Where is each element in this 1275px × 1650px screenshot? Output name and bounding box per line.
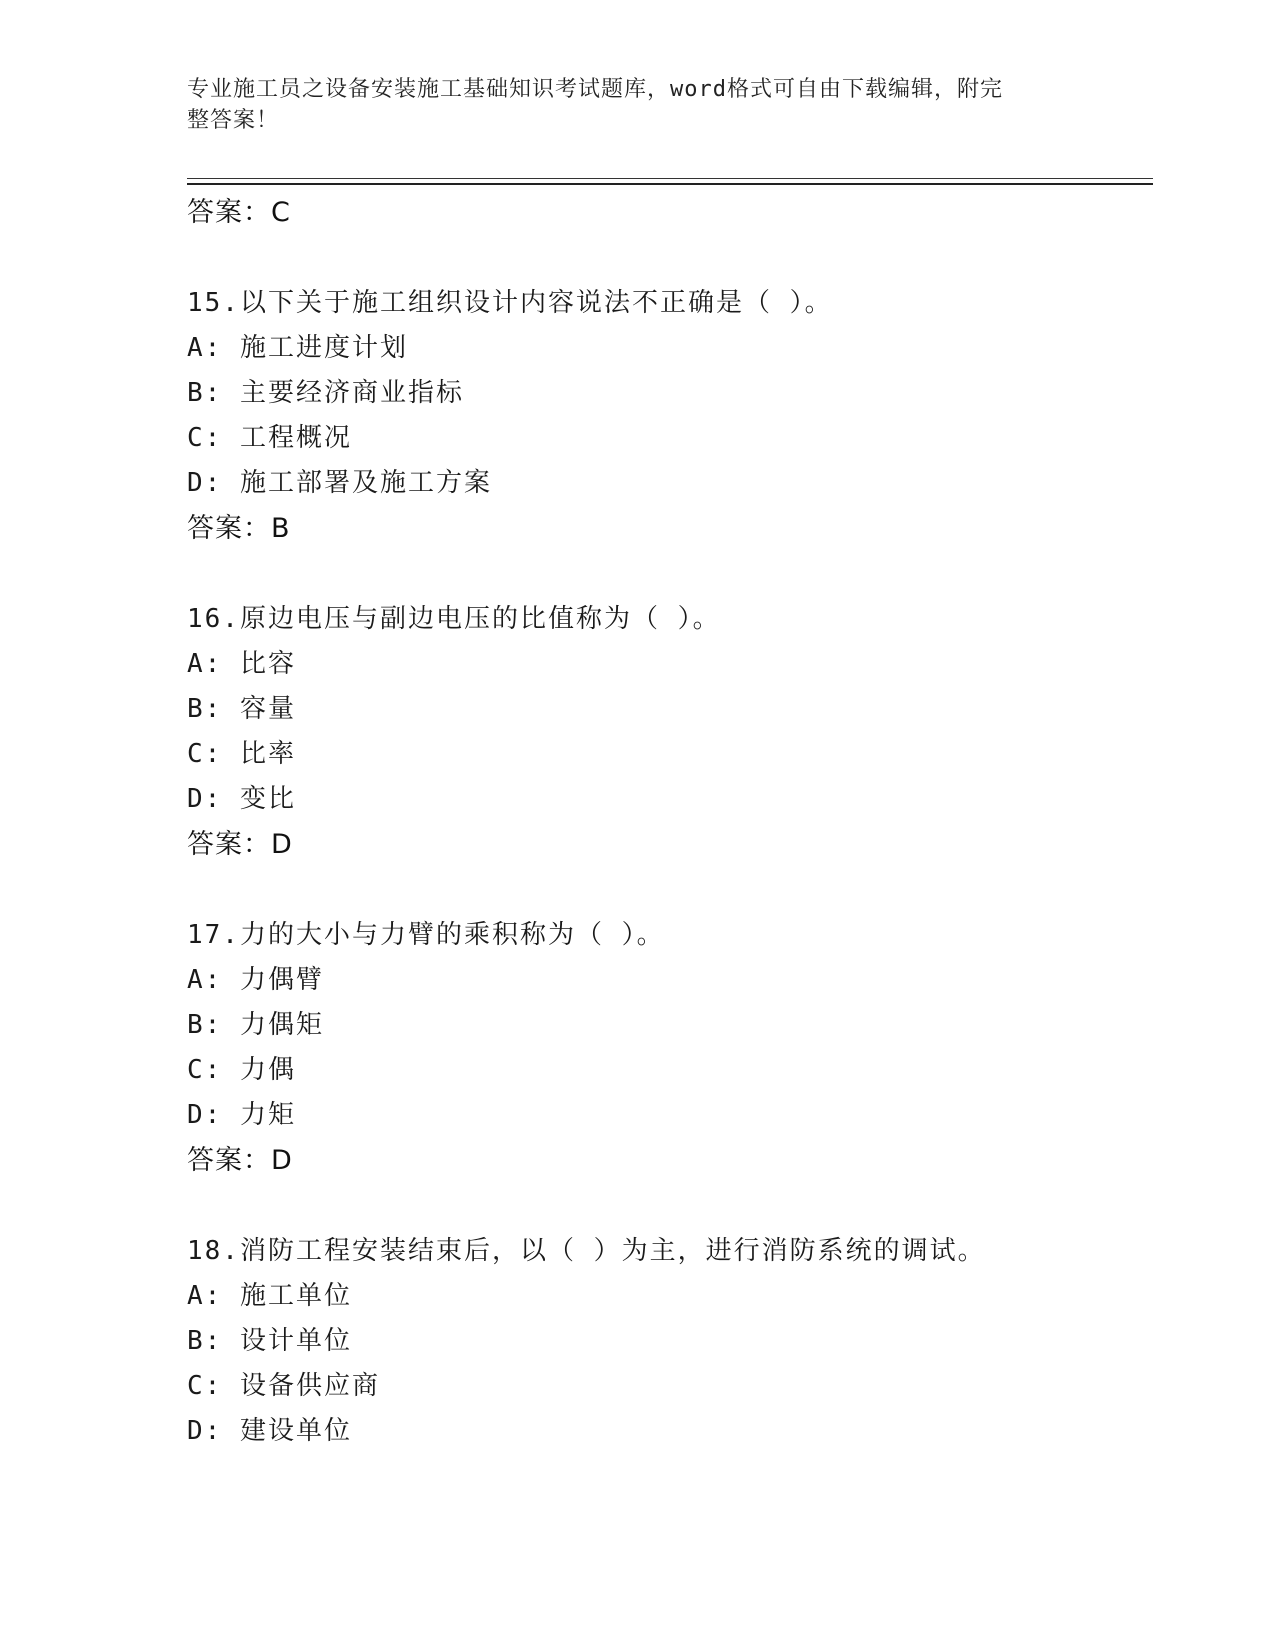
option-18-a: A: 施工单位 (187, 1281, 352, 1311)
question-block-15 (187, 280, 1147, 552)
option-15-b: B: 主要经济商业指标 (187, 378, 464, 408)
answer-previous: 答案：C (187, 197, 291, 228)
header-line-2: 整答案！ (187, 108, 280, 133)
header-rule-thin (187, 178, 1153, 179)
option-16-b: B: 容量 (187, 694, 296, 724)
answer-15: 答案：B (187, 513, 291, 544)
question-text-18: 18.消防工程安装结束后，以（ ）为主，进行消防系统的调试。 (187, 1236, 986, 1266)
option-18-b: B: 设计单位 (187, 1326, 352, 1356)
question-text-16: 16.原边电压与副边电压的比值称为（ ）。 (187, 604, 721, 634)
option-15-a: A: 施工进度计划 (187, 333, 408, 363)
spacer (187, 1184, 1147, 1228)
spacer (187, 552, 1147, 596)
spacer (187, 868, 1147, 912)
option-17-b: B: 力偶矩 (187, 1010, 324, 1040)
header-rule-thick (187, 183, 1153, 185)
answer-16: 答案：D (187, 829, 293, 860)
option-15-d: D: 施工部署及施工方案 (187, 468, 492, 498)
option-16-d: D: 变比 (187, 784, 296, 814)
question-block-17 (187, 912, 1147, 1184)
question-text-17: 17.力的大小与力臂的乘积称为（ ）。 (187, 920, 665, 950)
header-line-1: 专业施工员之设备安装施工基础知识考试题库，word格式可自由下载编辑，附完 (187, 77, 1003, 102)
question-block-18 (187, 1228, 1147, 1454)
answer-17: 答案：D (187, 1145, 293, 1176)
spacer (187, 236, 1147, 280)
option-15-c: C: 工程概况 (187, 423, 352, 453)
option-16-a: A: 比容 (187, 649, 296, 679)
question-block-16 (187, 596, 1147, 868)
option-17-c: C: 力偶 (187, 1055, 296, 1085)
option-17-d: D: 力矩 (187, 1100, 296, 1130)
question-text-15: 15.以下关于施工组织设计内容说法不正确是（ ）。 (187, 288, 833, 318)
exam-content (187, 190, 1147, 1454)
document-header (187, 74, 1067, 136)
option-17-a: A: 力偶臂 (187, 965, 324, 995)
option-16-c: C: 比率 (187, 739, 296, 769)
option-18-d: D: 建设单位 (187, 1416, 352, 1446)
option-18-c: C: 设备供应商 (187, 1371, 380, 1401)
